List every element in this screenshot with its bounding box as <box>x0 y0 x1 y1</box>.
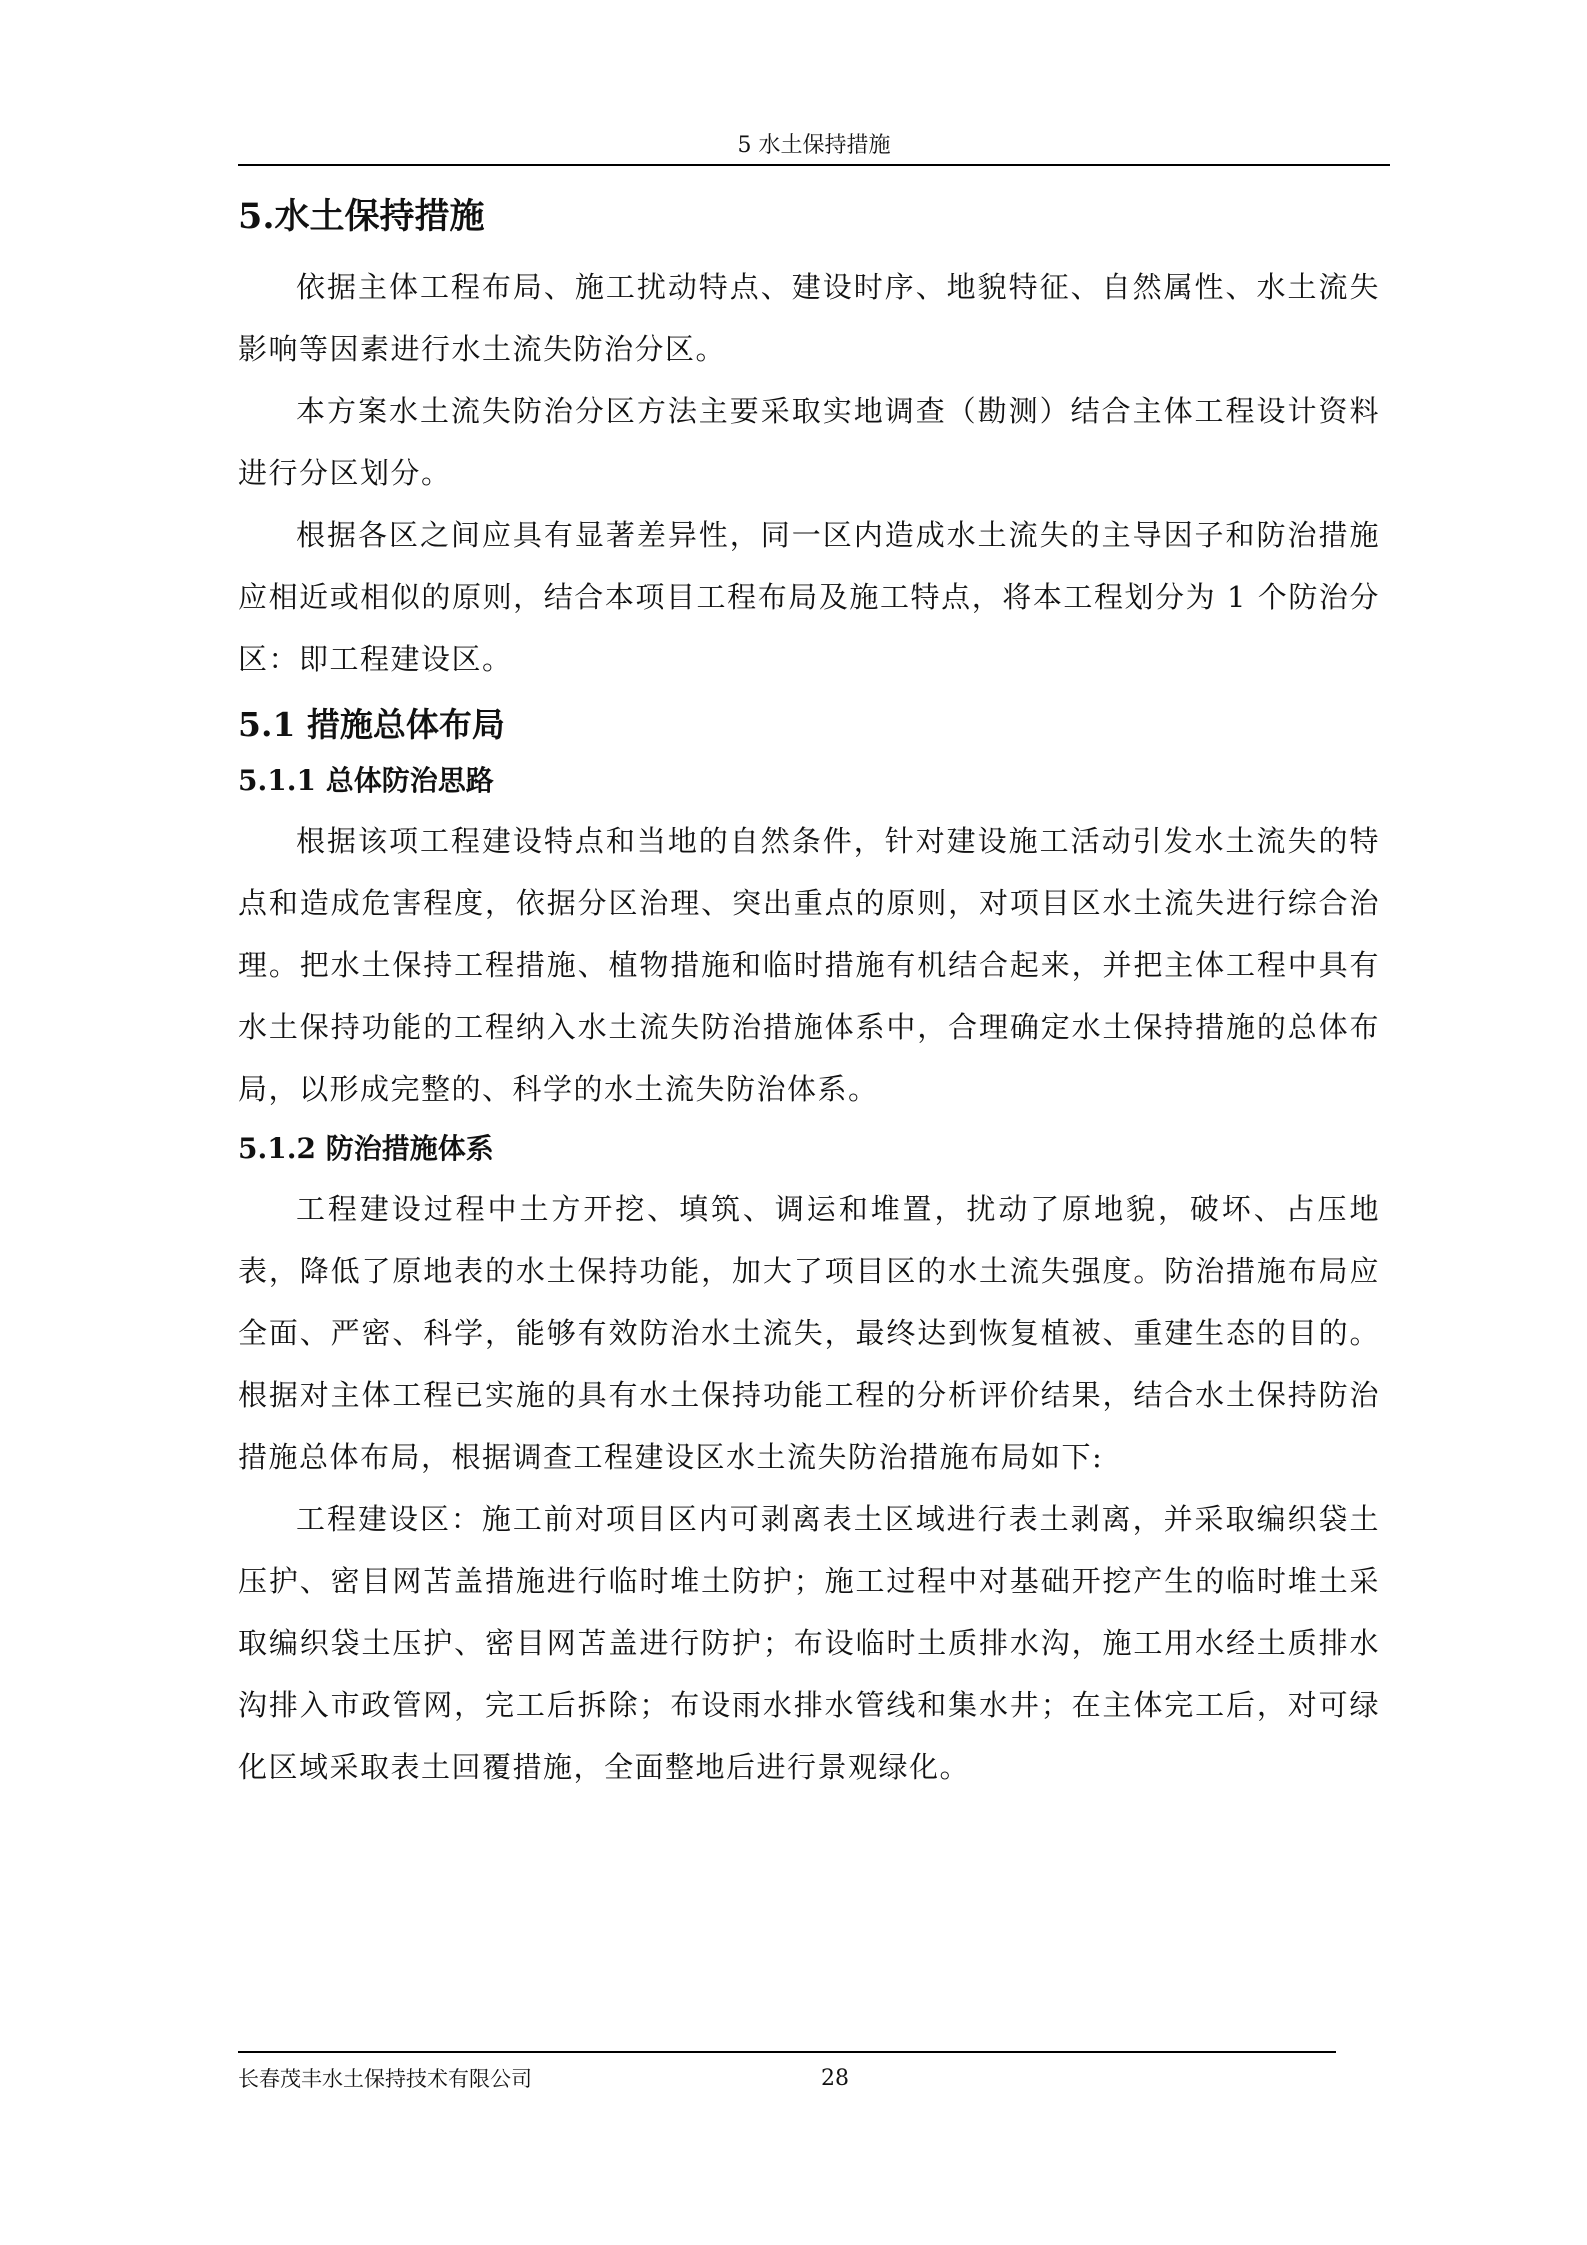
header-divider <box>238 164 1390 166</box>
subsection-title-5-1-1: 5.1.1 总体防治思路 <box>238 764 494 797</box>
footer-divider <box>238 2051 1336 2053</box>
chapter-paragraph-2: 本方案水土流失防治分区方法主要采取实地调查（勘测）结合主体工程设计资料进行分区划分。 <box>238 394 1380 490</box>
subsection-5-1-1-paragraph-1: 根据该项工程建设特点和当地的自然条件，针对建设施工活动引发水土流失的特点和造成危害程度，依据分区治理、突出重点的原则，对项目区水土流失进行综合治理。把水土保持工程措施、植物措施和临时措施有机结合起来，并把主体工程中具有水土保持功能的工程纳入水土流失防治措施体系中，合理确定水土保持措施的总体布局，以形成完整的、科学的水土流失防治体系。 <box>238 824 1380 1106</box>
footer-company-name: 长春茂丰水土保持技术有限公司 <box>238 2067 532 2091</box>
subsection-title-5-1-2: 5.1.2 防治措施体系 <box>238 1132 494 1165</box>
section-title-5-1: 5.1 措施总体布局 <box>238 705 505 744</box>
subsection-5-1-2-paragraph-2: 工程建设区：施工前对项目区内可剥离表土区域进行表土剥离，并采取编织袋土压护、密目网苫盖措施进行临时堆土防护；施工过程中对基础开挖产生的临时堆土采取编织袋土压护、密目网苫盖进行防护；布设临时土质排水沟，施工用水经土质排水沟排入市政管网，完工后拆除；布设雨水排水管线和集水井；在主体完工后，对可绿化区域采取表土回覆措施，全面整地后进行景观绿化。 <box>238 1502 1380 1784</box>
chapter-paragraph-1: 依据主体工程布局、施工扰动特点、建设时序、地貌特征、自然属性、水土流失影响等因素进行水土流失防治分区。 <box>238 270 1380 366</box>
chapter-title: 5.水土保持措施 <box>238 196 485 237</box>
page-body <box>238 180 1380 1798</box>
subsection-5-1-2-paragraph-1: 工程建设过程中土方开挖、填筑、调运和堆置，扰动了原地貌，破坏、占压地表，降低了原地表的水土保持功能，加大了项目区的水土流失强度。防治措施布局应全面、严密、科学，能够有效防治水土流失，最终达到恢复植被、重建生态的目的。根据对主体工程已实施的具有水土保持功能工程的分析评价结果，结合水土保持防治措施总体布局，根据调查工程建设区水土流失防治措施布局如下: <box>238 1192 1380 1474</box>
page-number: 28 <box>821 2066 849 2091</box>
chapter-paragraph-3: 根据各区之间应具有显著差异性，同一区内造成水土流失的主导因子和防治措施应相近或相似的原则，结合本项目工程布局及施工特点，将本工程划分为 1 个防治分区：即工程建设区。 <box>238 518 1380 676</box>
running-header: 5 水土保持措施 <box>737 133 891 158</box>
